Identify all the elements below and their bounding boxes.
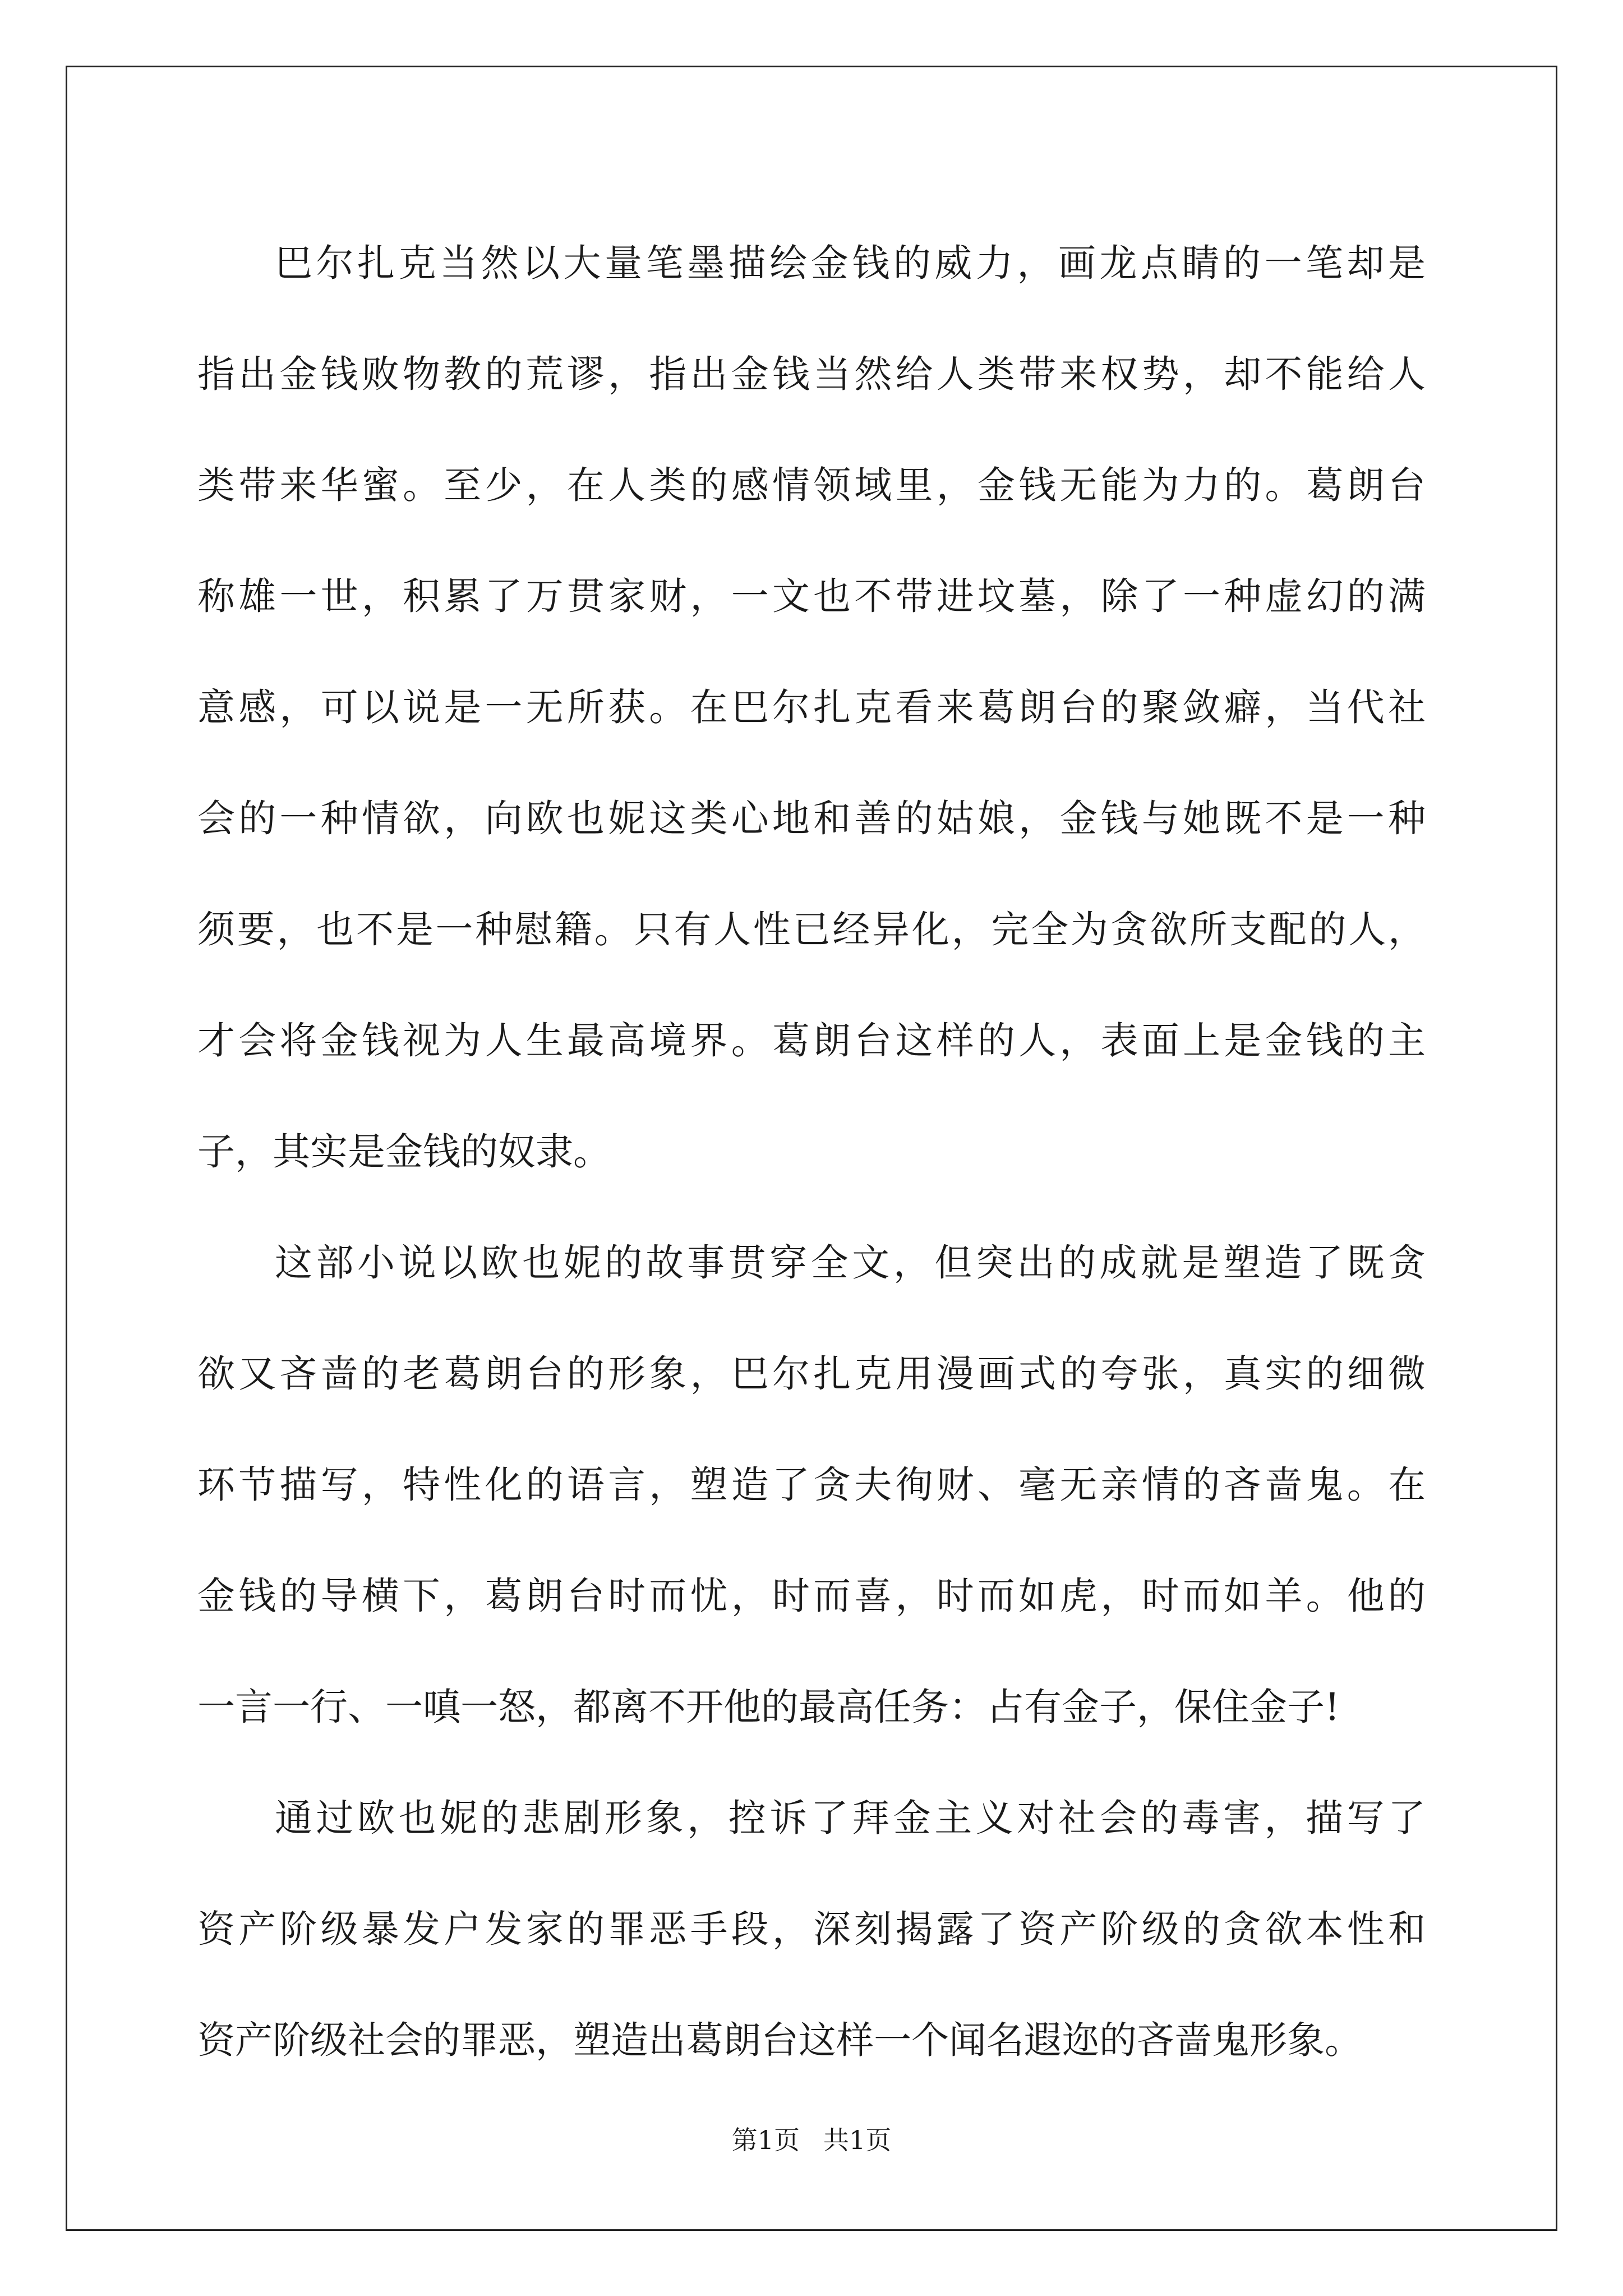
paragraph-2-line-5: 一言一行、一嗔一怒，都离不开他的最高任务：占有金子，保住金子! [197, 1685, 1340, 1729]
paragraph-1-line-1: 巴尔扎克当然以大量笔墨描绘金钱的威力，画龙点睛的一笔却是 [275, 241, 1426, 285]
paragraph-3-line-2: 资产阶级暴发户发家的罪恶手段，深刻揭露了资产阶级的贪欲本性和 [197, 1907, 1426, 1951]
paragraph-1-line-2: 指出金钱败物教的荒谬，指出金钱当然给人类带来权势，却不能给人 [197, 352, 1426, 396]
page-footer [0, 2123, 1623, 2157]
paragraph-3-line-3: 资产阶级社会的罪恶，塑造出葛朗台这样一个闻名遐迩的吝啬鬼形象。 [197, 2018, 1362, 2062]
paragraph-1-line-9: 子，其实是金钱的奴隶。 [197, 1130, 611, 1174]
paragraph-1-line-3: 类带来华蜜。至少，在人类的感情领域里，金钱无能为力的。葛朗台 [197, 463, 1426, 507]
page-total: 共1页 [823, 2125, 892, 2155]
paragraph-1-line-8: 才会将金钱视为人生最高境界。葛朗台这样的人，表面上是金钱的主 [197, 1019, 1426, 1062]
page-number: 第1页 [731, 2125, 800, 2155]
paragraph-1-line-4: 称雄一世，积累了万贯家财，一文也不带进坟墓，除了一种虚幻的满 [197, 574, 1426, 618]
paragraph-2-line-2: 欲又吝啬的老葛朗台的形象，巴尔扎克用漫画式的夸张，真实的细微 [197, 1352, 1426, 1396]
paragraph-1-line-7: 须要，也不是一种慰籍。只有人性已经异化，完全为贪欲所支配的人， [197, 908, 1426, 951]
paragraph-1-line-5: 意感，可以说是一无所获。在巴尔扎克看来葛朗台的聚敛癖，当代社 [197, 685, 1426, 729]
paragraph-2-line-3: 环节描写，特性化的语言，塑造了贪夫徇财、毫无亲情的吝啬鬼。在 [197, 1463, 1426, 1507]
document-body [197, 208, 1426, 2096]
paragraph-1-line-6: 会的一种情欲，向欧也妮这类心地和善的姑娘，金钱与她既不是一种 [197, 797, 1426, 840]
paragraph-2-line-4: 金钱的导横下，葛朗台时而忧，时而喜，时而如虎，时而如羊。他的 [197, 1574, 1426, 1618]
paragraph-3-line-1: 通过欧也妮的悲剧形象，控诉了拜金主义对社会的毒害，描写了 [275, 1796, 1426, 1840]
paragraph-2-line-1: 这部小说以欧也妮的故事贯穿全文，但突出的成就是塑造了既贪 [275, 1241, 1426, 1285]
